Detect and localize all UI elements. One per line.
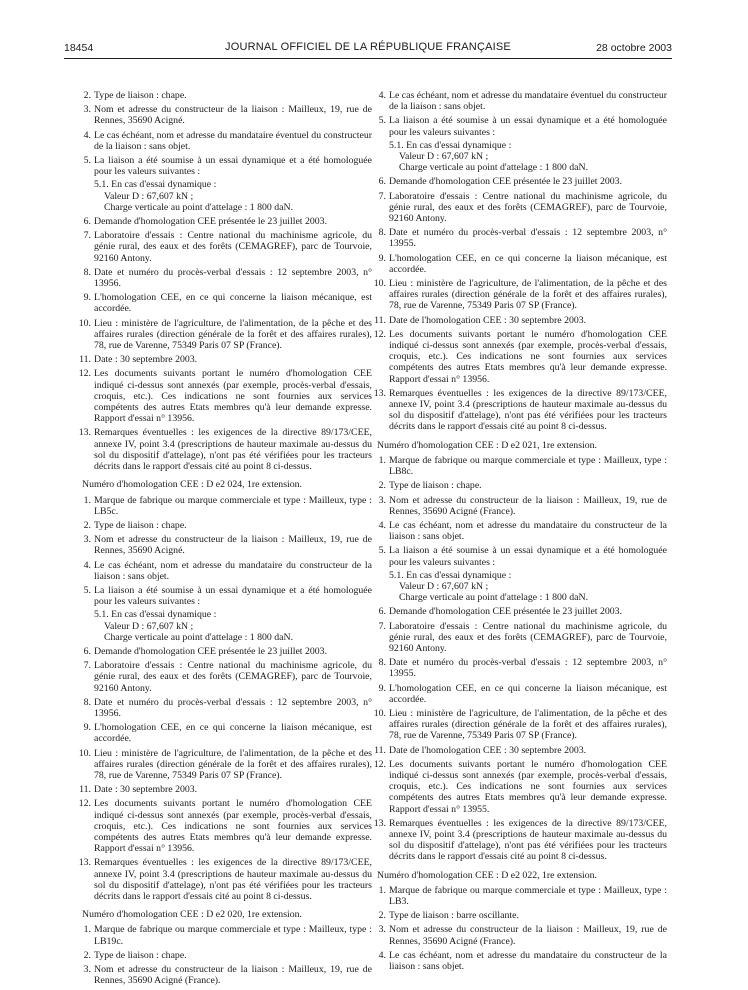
- item-number: 6.: [378, 176, 386, 188]
- item-number: 9.: [378, 252, 386, 264]
- list-item: [76, 784, 372, 795]
- item-number: 11.: [79, 354, 91, 366]
- section-heading: Numéro d'homologation CEE : D e2 020, 1re extension.: [82, 909, 302, 921]
- list-item: [371, 315, 667, 326]
- item-text: Date et numéro du procès-verbal d'essais : 12 septembre 2003, n° 13956.: [94, 696, 372, 719]
- list-item: [76, 964, 372, 986]
- item-number: 4.: [83, 129, 91, 141]
- issue-date: 28 octobre 2003: [596, 42, 672, 54]
- item-text: La liaison a été soumise à un essai dynamique et a été homologuée pour les valeurs suivantes :: [94, 155, 372, 178]
- item-number: 5.: [83, 155, 91, 167]
- item-text: Date et numéro du procès-verbal d'essais : 12 septembre 2003, n° 13955.: [389, 227, 667, 250]
- list-item: [76, 292, 372, 314]
- list-item: [371, 657, 667, 679]
- list-item: [371, 191, 667, 225]
- item-number: 13.: [373, 387, 386, 399]
- item-number: 5.: [83, 584, 91, 596]
- item-text: Les documents suivants portant le numéro d'homologation CEE indiqué ci-dessus sont annexés (par exemple, procès-verbal d'essais, croquis, etc.). Ces indications ne sont fournies aux services compétents des autres Etats membres qu'à leur demande expresse. Rapport d'essai n° 13956.: [389, 328, 667, 385]
- list-item: [76, 697, 372, 719]
- item-text: Remarques éventuelles : les exigences de la directive 89/173/CEE, annexe IV, point 3.4 (prescriptions de hauteur maximale au-dessus du sol du dispositif d'attelage), n'ont pas été vérifiées pour les tracteurs décrits dans le rapport d'essais cité au point 8 ci-dessus.: [94, 857, 372, 902]
- list-item: [371, 545, 667, 567]
- list-item: [371, 480, 667, 491]
- item-number: 13.: [373, 817, 386, 829]
- item-text: La liaison a été soumise à un essai dynamique et a été homologuée pour les valeurs suivantes :: [94, 584, 372, 608]
- item-text: Demande d'homologation CEE présentée le 23 juillet 2003.: [389, 606, 623, 618]
- list-item: [371, 910, 667, 921]
- item-number: 7.: [83, 660, 91, 672]
- item-number: 1.: [83, 924, 91, 936]
- list-item: [76, 90, 372, 101]
- item-text: Date : 30 septembre 2003.: [94, 354, 198, 366]
- item-text: Date de l'homologation CEE : 30 septembre 2003.: [389, 314, 587, 326]
- list-item: [76, 534, 372, 556]
- list-item: [371, 950, 667, 972]
- list-item: [76, 130, 372, 152]
- dynamic-test-values: [94, 179, 372, 213]
- item-text: Le cas échéant, nom et adresse du mandataire éventuel du constructeur de la liaison : sans objet.: [389, 90, 667, 113]
- item-number: 10.: [373, 707, 386, 719]
- list-item: [76, 267, 372, 289]
- header-rule: [64, 58, 672, 59]
- page-header: [64, 40, 672, 56]
- sub-heading: 5.1. En cas d'essai dynamique :: [389, 569, 512, 581]
- list-item: [371, 90, 667, 112]
- item-text: Marque de fabrique ou marque commerciale et type : Mailleux, type : LB5c.: [94, 494, 372, 517]
- item-number: 10.: [373, 278, 386, 290]
- item-text: Nom et adresse du constructeur de la liaison : Mailleux, 19, rue de Rennes, 35690 Acigné.: [94, 534, 372, 557]
- list-item: [76, 495, 372, 517]
- item-text: Les documents suivants portant le numéro d'homologation CEE indiqué ci-dessus sont annexés (par exemple, procès-verbal d'essais, croquis, etc.). Ces indications ne sont fournies aux services compétents des autres Etats membres qu'à leur demande expresse. Rapport d'essai n° 13956.: [94, 798, 372, 855]
- item-text: Demande d'homologation CEE présentée le 23 juillet 2003.: [94, 216, 328, 228]
- list-item: [76, 660, 372, 694]
- list-item: [76, 368, 372, 424]
- list-item: [371, 495, 667, 517]
- item-text: Type de liaison : barre oscillante.: [389, 910, 519, 922]
- item-number: 6.: [378, 606, 386, 618]
- item-text: L'homologation CEE, en ce qui concerne la liaison mécanique, est accordée.: [389, 252, 667, 275]
- vertical-load: Charge verticale au point d'attelage : 1 800 daN.: [104, 201, 294, 213]
- item-number: 11.: [79, 784, 91, 796]
- item-text: Le cas échéant, nom et adresse du mandataire du constructeur de la liaison : sans objet.: [94, 559, 372, 582]
- page-number: 18454: [64, 42, 94, 54]
- list-item: [371, 520, 667, 542]
- list-item: [76, 216, 372, 227]
- item-number: 6.: [83, 645, 91, 657]
- vertical-load: Charge verticale au point d'attelage : 1 800 daN.: [399, 592, 589, 604]
- list-item: [371, 818, 667, 863]
- item-number: 12.: [373, 328, 386, 340]
- item-number: 2.: [378, 480, 386, 492]
- item-number: 12.: [78, 798, 91, 810]
- item-text: Remarques éventuelles : les exigences de la directive 89/173/CEE, annexe IV, point 3.4 (prescriptions de hauteur maximale au-dessus du sol du dispositif d'attelage), n'ont pas été vérifiées pour les tracteurs décrits dans le rapport d'essais cité au point 8 ci-dessus.: [389, 817, 667, 863]
- item-number: 10.: [78, 317, 91, 329]
- list-item: [76, 155, 372, 177]
- item-text: Date et numéro du procès-verbal d'essais : 12 septembre 2003, n° 13956.: [94, 266, 372, 290]
- item-text: Les documents suivants portant le numéro d'homologation CEE indiqué ci-dessus sont annexés (par exemple, procès-verbal d'essais, croquis, etc.). Ces indications ne sont fournies aux services compétents des autres Etats membres qu'à leur demande expresse. Rapport d'essai n° 13955.: [389, 758, 667, 815]
- list-item: [76, 230, 372, 264]
- item-text: Remarques éventuelles : les exigences de la directive 89/173/CEE, annexe IV, point 3.4 (prescriptions de hauteur maximale au-dessus du sol du dispositif d'attelage), n'ont pas été vérifiées pour les tracteurs décrits dans le rapport d'essais cité au point 8 ci-dessus.: [94, 427, 372, 473]
- list-item: [371, 683, 667, 705]
- list-item: [76, 646, 372, 657]
- item-number: 5.: [378, 545, 386, 557]
- item-number: 2.: [83, 90, 91, 101]
- item-text: Demande d'homologation CEE présentée le 23 juillet 2003.: [94, 645, 328, 657]
- value-d: Valeur D : 67,607 kN ;: [104, 190, 194, 202]
- item-text: Date : 30 septembre 2003.: [94, 784, 198, 796]
- item-number: 4.: [378, 519, 386, 531]
- item-text: Nom et adresse du constructeur de la liaison : Mailleux, 19, rue de Rennes, 35690 Acigné (France).: [389, 924, 667, 947]
- item-text: Lieu : ministère de l'agriculture, de l'alimentation, de la pêche et des affaires rurales (direction générale de la forêt et des affaires rurales), 78, rue de Varenne, 75349 Paris 07 SP (France).: [94, 317, 372, 352]
- item-number: 13.: [78, 427, 91, 439]
- item-text: Laboratoire d'essais : Centre national du machinisme agricole, du génie rural, des eaux et des forêts (CEMAGREF), parc de Tourvoie, 92160 Antony.: [389, 190, 667, 225]
- value-d: Valeur D : 67,607 kN ;: [399, 580, 489, 592]
- item-text: Lieu : ministère de l'agriculture, de l'alimentation, de la pêche et des affaires rurales (direction générale de la forêt et des affaires rurales), 78, rue de Varenne, 75349 Paris 07 SP (France).: [389, 278, 667, 312]
- item-number: 11.: [374, 744, 386, 756]
- list-item: [76, 520, 372, 531]
- item-text: Le cas échéant, nom et adresse du mandataire éventuel du constructeur de la liaison : sans objet.: [94, 129, 372, 152]
- item-number: 4.: [378, 949, 386, 961]
- item-number: 12.: [373, 758, 386, 770]
- list-item: [76, 585, 372, 607]
- item-text: Remarques éventuelles : les exigences de la directive 89/173/CEE, annexe IV, point 3.4 (prescriptions de hauteur maximale au-dessus du sol du dispositif d'attelage), n'ont pas été vérifiées pour les tracteurs décrits dans le rapport d'essais cité au point 8 ci-dessus.: [389, 387, 667, 433]
- item-number: 12.: [78, 368, 91, 380]
- item-text: Les documents suivants portant le numéro d'homologation CEE indiqué ci-dessus sont annexés (par exemple, procès-verbal d'essais, croquis, etc.). Ces indications ne sont fournies aux services compétents des autres Etats membres qu'à leur demande expresse. Rapport d'essai n° 13956.: [94, 368, 372, 425]
- list-item: [371, 924, 667, 946]
- item-number: 10.: [78, 747, 91, 759]
- item-number: 3.: [83, 964, 91, 976]
- list-item: [76, 748, 372, 782]
- item-text: Lieu : ministère de l'agriculture, de l'alimentation, de la pêche et des affaires rurales (direction générale de la forêt et des affaires rurales), 78, rue de Varenne, 75349 Paris 07 SP (France).: [389, 707, 667, 742]
- dynamic-test-values: [94, 609, 372, 643]
- list-item: [76, 427, 372, 472]
- item-number: 3.: [378, 924, 386, 936]
- item-text: Demande d'homologation CEE présentée le 23 juillet 2003.: [389, 176, 623, 188]
- item-number: 7.: [83, 230, 91, 242]
- item-number: 13.: [78, 857, 91, 869]
- section-heading: Numéro d'homologation CEE : D e2 022, 1re extension.: [377, 869, 597, 881]
- list-item: [371, 606, 667, 617]
- list-item: [371, 759, 667, 815]
- item-number: 8.: [83, 696, 91, 708]
- item-text: Type de liaison : chape.: [94, 519, 187, 531]
- left-column: [76, 90, 372, 989]
- list-item: [371, 227, 667, 249]
- item-number: 1.: [378, 884, 386, 896]
- item-text: Type de liaison : chape.: [389, 480, 482, 492]
- right-column: [371, 90, 667, 975]
- list-item: [76, 722, 372, 744]
- item-number: 1.: [83, 494, 91, 506]
- item-number: 9.: [83, 722, 91, 734]
- list-item: [371, 115, 667, 137]
- item-number: 4.: [378, 90, 386, 101]
- item-text: Type de liaison : chape.: [94, 90, 187, 101]
- item-text: Date de l'homologation CEE : 30 septembre 2003.: [389, 744, 587, 756]
- item-number: 8.: [378, 657, 386, 669]
- item-number: 8.: [378, 227, 386, 239]
- value-d: Valeur D : 67,607 kN ;: [399, 151, 489, 163]
- item-text: La liaison a été soumise à un essai dynamique et a été homologuée pour les valeurs suivantes :: [389, 545, 667, 568]
- item-number: 6.: [83, 216, 91, 228]
- item-number: 7.: [378, 620, 386, 632]
- item-number: 5.: [378, 115, 386, 127]
- list-item: [371, 253, 667, 275]
- vertical-load: Charge verticale au point d'attelage : 1 800 daN.: [104, 631, 294, 643]
- list-item: [371, 621, 667, 655]
- list-item: [76, 857, 372, 902]
- list-item: [371, 278, 667, 312]
- item-number: 1.: [378, 454, 386, 466]
- sub-heading: 5.1. En cas d'essai dynamique :: [94, 179, 217, 191]
- item-text: Laboratoire d'essais : Centre national du machinisme agricole, du génie rural, des eaux et des forêts (CEMAGREF), parc de Tourvoie, 92160 Antony.: [389, 620, 667, 654]
- section-heading: Numéro d'homologation CEE : D e2 024, 1re extension.: [82, 479, 302, 491]
- item-text: Laboratoire d'essais : Centre national du machinisme agricole, du génie rural, des eaux et des forêts (CEMAGREF), parc de Tourvoie, 92160 Antony.: [94, 230, 372, 264]
- vertical-load: Charge verticale au point d'attelage : 1 800 daN.: [399, 162, 589, 174]
- item-text: Laboratoire d'essais : Centre national du machinisme agricole, du génie rural, des eaux et des forêts (CEMAGREF), parc de Tourvoie, 92160 Antony.: [94, 660, 372, 694]
- journal-title: JOURNAL OFFICIEL DE LA RÉPUBLIQUE FRANÇAISE: [225, 41, 511, 53]
- item-text: Date et numéro du procès-verbal d'essais : 12 septembre 2003, n° 13955.: [389, 657, 667, 680]
- item-number: 9.: [83, 292, 91, 304]
- list-item: [371, 329, 667, 385]
- item-number: 2.: [378, 910, 386, 922]
- list-item: [76, 104, 372, 126]
- item-text: Type de liaison : chape.: [94, 949, 187, 961]
- section-heading: Numéro d'homologation CEE : D e2 021, 1re extension.: [377, 439, 597, 451]
- list-item: [371, 708, 667, 742]
- list-item: [76, 950, 372, 961]
- item-text: La liaison a été soumise à un essai dynamique et a été homologuée pour les valeurs suivantes :: [389, 115, 667, 138]
- list-item: [76, 318, 372, 352]
- item-text: Nom et adresse du constructeur de la liaison : Mailleux, 19, rue de Rennes, 35690 Acigné.: [94, 104, 372, 127]
- list-item: [371, 455, 667, 477]
- item-number: 2.: [83, 519, 91, 531]
- item-text: L'homologation CEE, en ce qui concerne la liaison mécanique, est accordée.: [389, 682, 667, 705]
- list-item: [371, 176, 667, 187]
- item-text: L'homologation CEE, en ce qui concerne la liaison mécanique, est accordée.: [94, 722, 372, 745]
- item-text: Le cas échéant, nom et adresse du mandataire du constructeur de la liaison : sans objet.: [389, 949, 667, 973]
- item-text: Nom et adresse du constructeur de la liaison : Mailleux, 19, rue de Rennes, 35690 Acigné (France).: [94, 964, 372, 987]
- item-text: Marque de fabrique ou marque commerciale et type : Mailleux, type : LB19c.: [94, 924, 372, 947]
- list-item: [76, 560, 372, 582]
- item-number: 3.: [83, 534, 91, 546]
- list-item: [76, 798, 372, 854]
- sub-heading: 5.1. En cas d'essai dynamique :: [94, 609, 217, 621]
- item-number: 4.: [83, 559, 91, 571]
- sub-heading: 5.1. En cas d'essai dynamique :: [389, 139, 512, 151]
- item-number: 3.: [83, 104, 91, 116]
- item-number: 8.: [83, 266, 91, 278]
- item-number: 7.: [378, 190, 386, 202]
- list-item: [371, 745, 667, 756]
- dynamic-test-values: [389, 140, 667, 174]
- list-item: [76, 924, 372, 946]
- value-d: Valeur D : 67,607 kN ;: [104, 620, 194, 632]
- item-text: Le cas échéant, nom et adresse du mandataire du constructeur de la liaison : sans objet.: [389, 519, 667, 543]
- item-text: L'homologation CEE, en ce qui concerne la liaison mécanique, est accordée.: [94, 292, 372, 315]
- list-item: [371, 388, 667, 433]
- item-text: Marque de fabrique ou marque commerciale et type : Mailleux, type : LB3.: [389, 884, 667, 907]
- list-item: [76, 354, 372, 365]
- list-item: [371, 885, 667, 907]
- item-text: Nom et adresse du constructeur de la liaison : Mailleux, 19, rue de Rennes, 35690 Acigné (France).: [389, 494, 667, 517]
- item-text: Marque de fabrique ou marque commerciale et type : Mailleux, type : LB8c.: [389, 454, 667, 478]
- item-number: 11.: [374, 314, 386, 326]
- dynamic-test-values: [389, 570, 667, 604]
- item-number: 9.: [378, 682, 386, 694]
- item-number: 2.: [83, 949, 91, 961]
- item-text: Lieu : ministère de l'agriculture, de l'alimentation, de la pêche et des affaires rurales (direction générale de la forêt et des affaires rurales), 78, rue de Varenne, 75349 Paris 07 SP (France).: [94, 747, 372, 781]
- item-number: 3.: [378, 494, 386, 506]
